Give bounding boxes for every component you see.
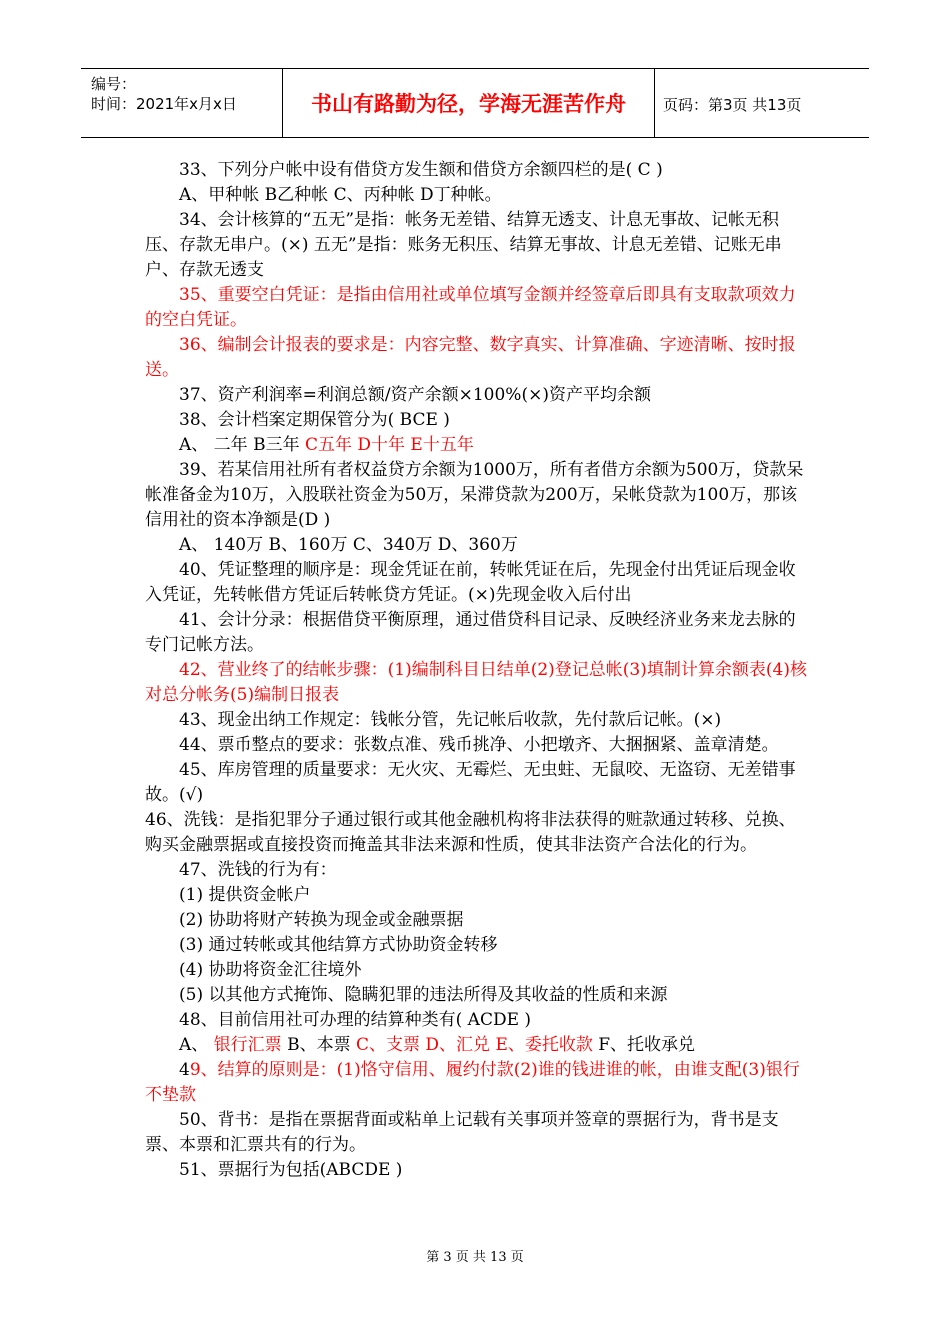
- document-body: [145, 158, 810, 1183]
- paragraph: 36、编制会计报表的要求是：内容完整、数字真实、计算准确、字迹清晰、按时报送。: [145, 335, 796, 380]
- paragraph: 33、下列分户帐中设有借贷方发生额和借贷方余额四栏的是( C ): [179, 160, 663, 180]
- paragraph: [145, 433, 810, 458]
- paragraph: 34、会计核算的“五无”是指：帐务无差错、结算无透支、计息无事故、记帐无积压、存款无串户。(×) 五无”是指：账务无积压、结算无事故、计息无差错、记账无串户、存款无透支: [145, 210, 782, 280]
- paragraph: [145, 1058, 810, 1108]
- text-run: C、支票 D、汇兑 E、委托收款: [356, 1035, 593, 1055]
- page-header: [81, 68, 869, 138]
- paragraph: 37、资产利润率=利润总额/资产余额×100%(×)资产平均余额: [179, 385, 651, 405]
- text-run: A、 二年 B三年: [179, 435, 305, 455]
- paragraph: (2) 协助将财产转换为现金或金融票据: [179, 910, 464, 930]
- paragraph: 39、若某信用社所有者权益贷方余额为1000万，所有者借方余额为500万，贷款呆帐准备金为10万，入股联社资金为50万，呆滞贷款为200万，呆帐贷款为100万，那该信用社的资本净额是(D ): [145, 460, 804, 530]
- paragraph: 42、营业终了的结帐步骤：(1)编制科目日结单(2)登记总帐(3)填制计算余额表(4)核对总分帐务(5)编制日报表: [145, 660, 807, 705]
- text-run: 4: [179, 1060, 190, 1080]
- paragraph: 40、凭证整理的顺序是：现金凭证在前，转帐凭证在后，先现金付出凭证后现金收入凭证，先转帐借方凭证后转帐贷方凭证。(×)先现金收入后付出: [145, 560, 796, 605]
- paragraph: 38、会计档案定期保管分为( BCE ): [179, 410, 450, 430]
- document-date-label: 时间：2021年x月x日: [91, 95, 237, 113]
- paragraph: (4) 协助将资金汇往境外: [179, 960, 362, 980]
- header-page-label: 页码：第3页 共13页: [663, 96, 802, 114]
- paragraph: 45、库房管理的质量要求：无火灾、无霉烂、无虫蛀、无鼠咬、无盗窃、无差错事故。(√): [145, 760, 796, 805]
- header-motto: 书山有路勤为径，学海无涯苦作舟: [283, 69, 655, 137]
- text-run: F、托收承兑: [592, 1035, 696, 1055]
- paragraph: 50、背书：是指在票据背面或粘单上记载有关事项并签章的票据行为，背书是支票、本票和汇票共有的行为。: [145, 1110, 779, 1155]
- paragraph: A、甲种帐 B乙种帐 C、丙种帐 D丁种帐。: [179, 185, 502, 205]
- paragraph: 48、目前信用社可办理的结算种类有( ACDE ): [179, 1010, 532, 1030]
- paragraph: 41、会计分录：根据借贷平衡原理，通过借贷科目记录、反映经济业务来龙去脉的专门记帐方法。: [145, 610, 796, 655]
- text-run: 9、结算的原则是：(1)恪守信用、履约付款(2)谁的钱进谁的帐，由谁支配(3)银行不垫款: [145, 1060, 800, 1105]
- paragraph: 43、现金出纳工作规定：钱帐分管，先记帐后收款，先付款后记帐。(×): [179, 710, 722, 730]
- header-info-cell: [81, 69, 283, 137]
- paragraph: 46、洗钱：是指犯罪分子通过银行或其他金融机构将非法获得的赃款通过转移、兑换、购买金融票据或直接投资而掩盖其非法来源和性质，使其非法资产合法化的行为。: [145, 810, 796, 855]
- text-run: A、: [179, 1035, 214, 1055]
- paragraph: 47、洗钱的行为有：: [179, 860, 337, 880]
- paragraph: (3) 通过转帐或其他结算方式协助资金转移: [179, 935, 498, 955]
- page-footer: 第 3 页 共 13 页: [426, 1250, 524, 1265]
- paragraph: [145, 1033, 810, 1058]
- paragraph: (1) 提供资金帐户: [179, 885, 311, 905]
- text-run: C五年 D十年 E十五年: [304, 435, 474, 455]
- paragraph: A、 140万 B、160万 C、340万 D、360万: [179, 535, 518, 555]
- document-number-label: 编号：: [91, 75, 137, 93]
- text-run: B、本票: [281, 1035, 356, 1055]
- paragraph: 51、票据行为包括(ABCDE ): [179, 1160, 403, 1180]
- paragraph: 44、票币整点的要求：张数点准、残币挑净、小把墩齐、大捆捆紧、盖章清楚。: [179, 735, 779, 755]
- paragraph: (5) 以其他方式掩饰、隐瞒犯罪的违法所得及其收益的性质和来源: [179, 985, 668, 1005]
- paragraph: 35、重要空白凭证：是指由信用社或单位填写金额并经签章后即具有支取款项效力的空白凭证。: [145, 285, 796, 330]
- text-run: 银行汇票: [213, 1035, 282, 1055]
